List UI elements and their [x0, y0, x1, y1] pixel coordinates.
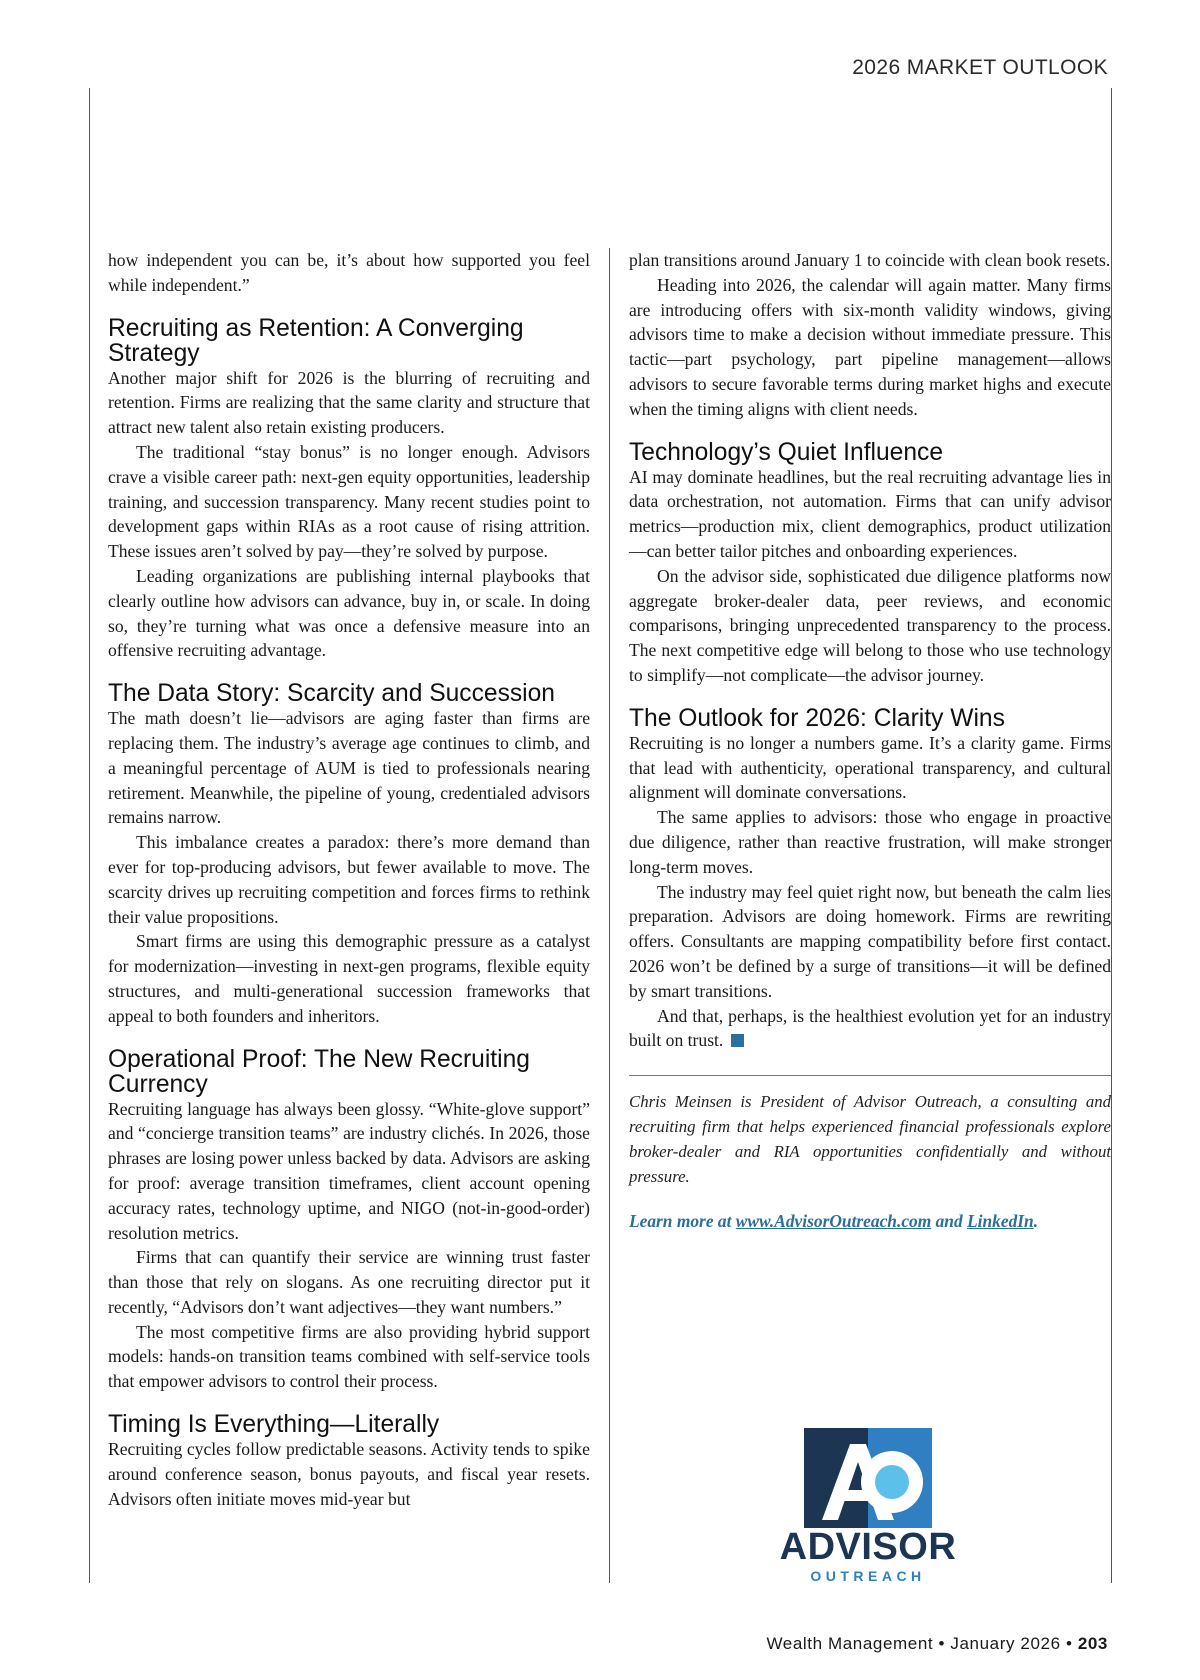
- bio-divider: [629, 1075, 1111, 1076]
- linkedin-link[interactable]: LinkedIn: [967, 1211, 1034, 1232]
- paragraph: Heading into 2026, the calendar will again matter. Many firms are introducing offers with six-month validity windows, giving advisors time to make a decision without immediate pressure. This tactic—part psychology, part pipeline management—allows advisors to secure favorable terms during market highs and execute when the timing aligns with client needs.: [629, 274, 1111, 419]
- section-heading-data-story: The Data Story: Scarcity and Succession: [108, 680, 555, 708]
- paragraph: plan transitions around January 1 to coincide with clean book resets.: [629, 250, 1111, 270]
- learn-more-prefix: Learn more at: [629, 1211, 736, 1232]
- paragraph: Recruiting language has always been glossy. “White-glove support” and “concierge transition teams” are industry clichés. In 2026, those phrases are losing power unless backed by data. Advisors are asking for proof: average transition timeframes, client account opening accuracy rates, technology uptime, and NIGO (not-in-good-order) resolution metrics.: [108, 1098, 590, 1243]
- paragraph: The traditional “stay bonus” is no longer enough. Advisors crave a visible career path: next-gen equity opportunities, leadership training, and succession transparency. Many recent studies point to development gaps within RIAs as a root cause of rising attrition. These issues aren’t solved by pay—they’re solved by purpose.: [108, 441, 590, 562]
- paragraph: The most competitive firms are also providing hybrid support models: hands-on transition teams combined with self-service tools that empower advisors to control their process.: [108, 1321, 590, 1392]
- section-heading-operational-proof: Operational Proof: The New Recruiting Currency: [108, 1045, 530, 1098]
- right-column: [629, 248, 1111, 1232]
- paragraph: how independent you can be, it’s about how supported you feel while independent.”: [108, 250, 590, 295]
- paragraph: Recruiting is no longer a numbers game. It’s a clarity game. Firms that lead with authenticity, operational transparency, and cultural alignment will dominate conversations.: [629, 732, 1111, 803]
- section-heading-timing: Timing Is Everything—Literally: [108, 1411, 440, 1439]
- paragraph: Leading organizations are publishing internal playbooks that clearly outline how advisors can advance, buy in, or scale. In doing so, they’re turning what was once a defensive measure into an offensive recruiting advantage.: [108, 565, 590, 661]
- page-number: 203: [1077, 1634, 1108, 1653]
- end-of-article-square-icon: [731, 1034, 744, 1047]
- learn-more-suffix: .: [1033, 1211, 1039, 1232]
- advisor-outreach-website-link[interactable]: www.AdvisorOutreach.com: [735, 1211, 932, 1232]
- paragraph: The math doesn’t lie—advisors are aging faster than firms are replacing them. The industry’s average age continues to climb, and a meaningful percentage of AUM is tied to professionals nearing retirement. Meanwhile, the pipeline of young, credentialed advisors remains narrow.: [108, 708, 590, 828]
- paragraph: The same applies to advisors: those who engage in proactive due diligence, rather than reactive frustration, will make stronger long-term moves.: [629, 807, 1111, 877]
- paragraph: Recruiting cycles follow predictable seasons. Activity tends to spike around conference season, bonus payouts, and fiscal year resets. Advisors often initiate moves mid-year but: [108, 1439, 590, 1509]
- paragraph: This imbalance creates a paradox: there’s more demand than ever for top-producing advisors, but fewer available to move. The scarcity drives up recruiting competition and forces firms to rethink their value propositions.: [108, 832, 590, 927]
- logo-wordmark: ADVISOR: [779, 1526, 957, 1568]
- page-footer: [766, 1634, 1108, 1654]
- section-heading-technology: Technology’s Quiet Influence: [629, 438, 944, 466]
- paragraph: Firms that can quantify their service are winning trust faster than those that rely on slogans. As one recruiting director put it recently, “Advisors don’t want adjectives—they want numbers.”: [108, 1247, 590, 1317]
- paragraph: AI may dominate headlines, but the real recruiting advantage lies in data orchestration, not automation. Firms that can unify advisor metrics—production mix, client demographics, product utilization—can better tailor pitches and onboarding experiences.: [629, 466, 1111, 561]
- learn-more-and: and: [931, 1211, 968, 1232]
- paragraph: The industry may feel quiet right now, but beneath the calm lies preparation. Advisors are doing homework. Firms are rewriting offers. Consultants are mapping compatibility before first contact. 2026 won’t be defined by a surge of transitions—it will be defined by smart transitions.: [629, 881, 1111, 1001]
- closing-text: And that, perhaps, is the healthiest evolution yet for an industry built on trust.: [629, 1005, 1111, 1051]
- right-column-rule: [1111, 88, 1112, 1583]
- paragraph: Another major shift for 2026 is the blurring of recruiting and retention. Firms are realizing that the same clarity and structure that attract new talent also retain existing producers.: [108, 367, 590, 438]
- center-column-rule: [609, 248, 610, 1583]
- learn-more-line: [629, 1211, 1111, 1232]
- running-head-title: 2026 MARKET OUTLOOK: [852, 56, 1108, 79]
- advisor-outreach-logo: [778, 1428, 958, 1583]
- closing-paragraph: [629, 1004, 1111, 1054]
- left-column: [108, 248, 590, 1511]
- footer-publication: Wealth Management • January 2026 •: [766, 1634, 1078, 1653]
- section-heading-recruiting-retention: Recruiting as Retention: A Converging Strategy: [108, 314, 524, 367]
- author-bio: Chris Meinsen is President of Advisor Outreach, a consulting and recruiting firm that helps experienced financial professionals explore broker-dealer and RIA opportunities confidentially and without pressure.: [629, 1092, 1111, 1186]
- logo-subtext: OUTREACH: [810, 1568, 926, 1584]
- paragraph: Smart firms are using this demographic pressure as a catalyst for modernization—investing in next-gen programs, flexible equity structures, and multi-generational succession frameworks that appeal to both founders and inheritors.: [108, 931, 590, 1026]
- paragraph: On the advisor side, sophisticated due diligence platforms now aggregate broker-dealer data, peer reviews, and economic comparisons, bringing unprecedented transparency to the process. The next competitive edge will belong to those who use technology to simplify—not complicate—the advisor journey.: [629, 565, 1111, 685]
- advisor-outreach-logo-mark-icon: [804, 1428, 932, 1528]
- section-heading-outlook: The Outlook for 2026: Clarity Wins: [629, 704, 1005, 732]
- left-column-rule: [89, 88, 90, 1583]
